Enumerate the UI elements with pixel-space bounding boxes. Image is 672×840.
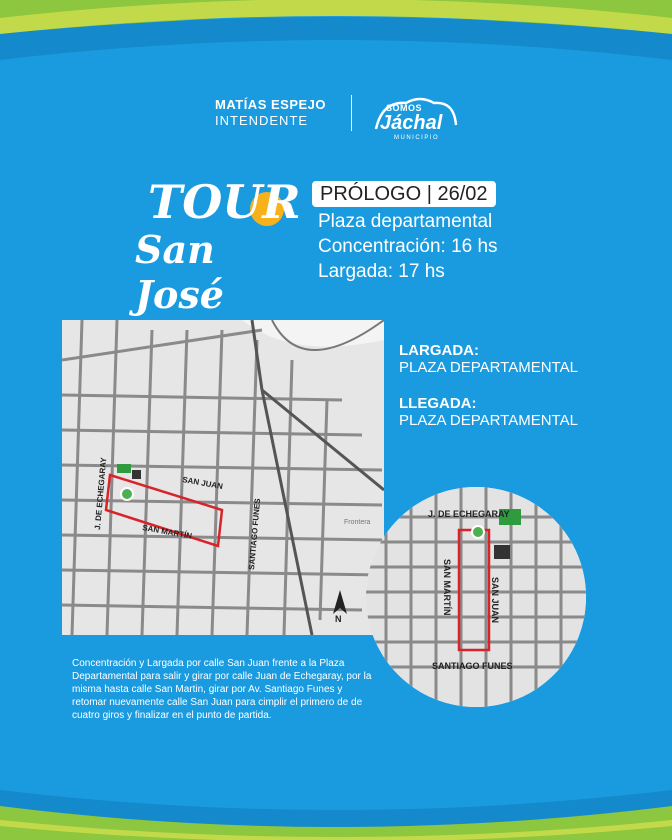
- finish-label: LLEGADA:: [399, 395, 477, 412]
- mayor-role: INTENDENTE: [215, 113, 309, 128]
- map-label-frontera: Frontera: [344, 519, 371, 526]
- route-description: Concentración y Largada por calle San Juan frente a la Plaza Departamental para salir y girar por calle Juan de Echegaray, por la misma hasta calle San Martin, girar por Av. Santiago Funes y retomar nuevamente calle San Juan para cimplir el primero de de cuatro giros y finalizar en el punto de partida.: [72, 658, 372, 721]
- prologue-badge: PRÓLOGO | 26/02: [312, 181, 496, 207]
- map-label-san-juan: SAN JUAN: [181, 475, 224, 492]
- start-label: LARGADA:: [399, 342, 479, 359]
- finish-info: [399, 395, 578, 429]
- zoom-map-circle: [366, 487, 586, 707]
- finish-place: PLAZA DEPARTAMENTAL: [399, 412, 578, 429]
- event-place: Plaza departamental: [318, 211, 493, 232]
- zoom-label-san-martin: SAN MARTÍN: [442, 559, 452, 616]
- zoom-label-echegaray: J. DE ECHEGARAY: [428, 509, 510, 519]
- map-label-san-martin: SAN MARTÍN: [141, 523, 193, 541]
- bottom-decorative-band: [0, 770, 672, 840]
- zoom-label-san-juan: SAN JUAN: [490, 577, 500, 624]
- logo-line-1: TOUR: [148, 175, 301, 229]
- start-info: [399, 342, 578, 376]
- somos-jachal-logo: [372, 95, 462, 145]
- map-label-funes: SANTIAGO FUNES: [247, 498, 263, 571]
- north-label: N: [335, 614, 342, 624]
- tour-san-jose-logo: [130, 175, 301, 317]
- logo-line-2: San José: [135, 227, 224, 317]
- zoom-label-funes: SANTIAGO FUNES: [432, 661, 513, 671]
- logo-top-text: SOMOS: [386, 103, 423, 113]
- header-divider: [351, 95, 352, 131]
- logo-main-text: Jáchal: [380, 112, 443, 134]
- top-decorative-band: [0, 0, 672, 70]
- map-svg: [62, 320, 384, 635]
- header: [0, 95, 672, 145]
- map-label-echegaray: J. DE ECHEGARAY: [93, 457, 109, 531]
- start-place: PLAZA DEPARTAMENTAL: [399, 359, 578, 376]
- route-map: [62, 320, 384, 635]
- event-start: Largada: 17 hs: [318, 261, 445, 282]
- zoom-map-svg: [366, 487, 586, 707]
- event-concentration: Concentración: 16 hs: [318, 236, 498, 257]
- logo-sub-text: MUNICIPIO: [394, 135, 440, 141]
- mayor-name: MATÍAS ESPEJO: [215, 97, 327, 112]
